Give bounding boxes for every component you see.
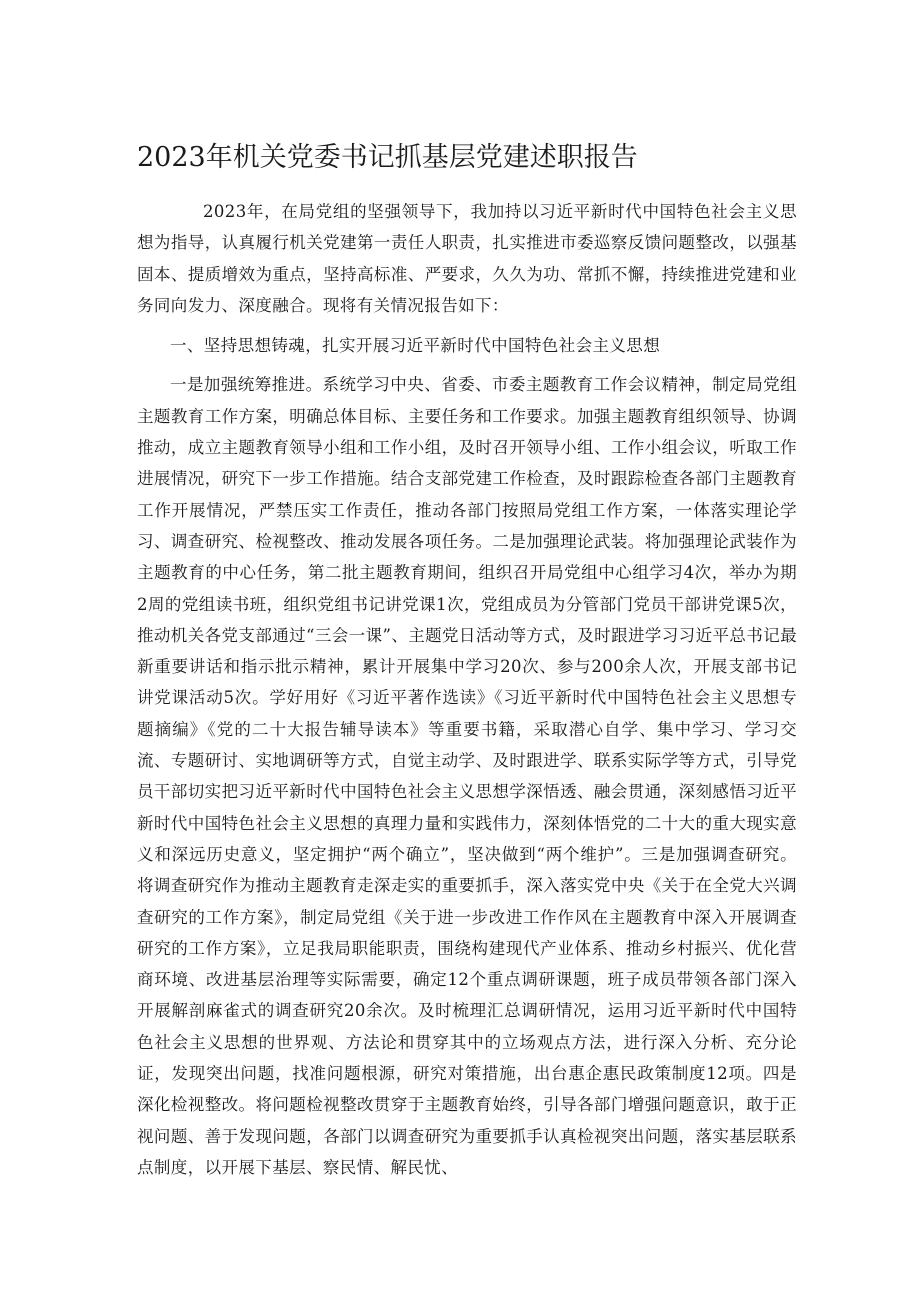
section-heading: 一、坚持思想铸魂，扎实开展习近平新时代中国特色社会主义思想 — [170, 336, 661, 356]
body-paragraph: 一是加强统筹推进。系统学习中央、省委、市委主题教育工作会议精神，制定局党组主题教育工作方案，明确总体目标、主要任务和工作要求。加强主题教育组织领导、协调推动，成立主题教育领导小组和工作小组，及时召开领导小组、工作小组会议，听取工作进展情况，研究下一步工作措施。结合支部党建工作检查，及时跟踪检查各部门主题教育工作开展情况，严禁压实工作责任，推动各部门按照局党组工作方案，一体落实理论学习、调查研究、检视整改、推动发展各项任务。二是加强理论武装。将加强理论武装作为主题教育的中心任务，第二批主题教育期间，组织召开局党组中心组学习4次，举办为期2周的党组读书班，组织党组书记讲党课1次，党组成员为分管部门党员干部讲党课5次，推动机关各党支部通过“三会一课”、主题党日活动等方式，及时跟进学习习近平总书记最新重要讲话和指示批示精神，累计开展集中学习20次、参与200余人次，开展支部书记讲党课活动5次。学好用好《习近平著作选读》《习近平新时代中国特色社会主义思想专题摘编》《党的二十大报告辅导读本》等重要书籍，采取潜心自学、集中学习、学习交流、专题研讨、实地调研等方式，自觉主动学、及时跟进学、联系实际学等方式，引导党员干部切实把习近平新时代中国特色社会主义思想学深悟透、融会贯通，深刻感悟习近平新时代中国特色社会主义思想的真理力量和实践伟力，深刻体悟党的二十大的重大现实意义和深远历史意义，坚定拥护“两个确立”，坚决做到“两个维护”。三是加强调查研究。将调查研究作为推动主题教育走深走实的重要抓手，深入落实党中央《关于在全党大兴调查研究的工作方案》，制定局党组《关于进一步改进工作作风在主题教育中深入开展调查研究的工作方案》，立足我局职能职责，围绕构建现代产业体系、推动乡村振兴、优化营商环境、改进基层治理等实际需要，确定12个重点调研课题，班子成员带领各部门深入开展解剖麻雀式的调查研究20余次。及时梳理汇总调研情况，运用习近平新时代中国特色社会主义思想的世界观、方法论和贯穿其中的立场观点方法，进行深入分析、充分论证，发现突出问题，找准问题根源，研究对策措施，出台惠企惠民政策制度12项。四是深化检视整改。将问题检视整改贯穿于主题教育始终，引导各部门增强问题意识，敢于正视问题、善于发现问题，各部门以调查研究为重要抓手认真检视突出问题，落实基层联系点制度，以开展下基层、察民情、解民忧、 — [137, 375, 797, 1177]
intro-paragraph: 2023年，在局党组的坚强领导下，我加持以习近平新时代中国特色社会主义思想为指导，认真履行机关党建第一责任人职责，扎实推进市委巡察反馈问题整改，以强基固本、提质增效为重点，坚持高标准、严要求，久久为功、常抓不懈，持续推进党建和业务同向发力、深度融合。现将有关情况报告如下： — [137, 202, 797, 315]
document-title: 2023年机关党委书记抓基层党建述职报告 — [137, 142, 638, 173]
document-body — [137, 196, 797, 1183]
